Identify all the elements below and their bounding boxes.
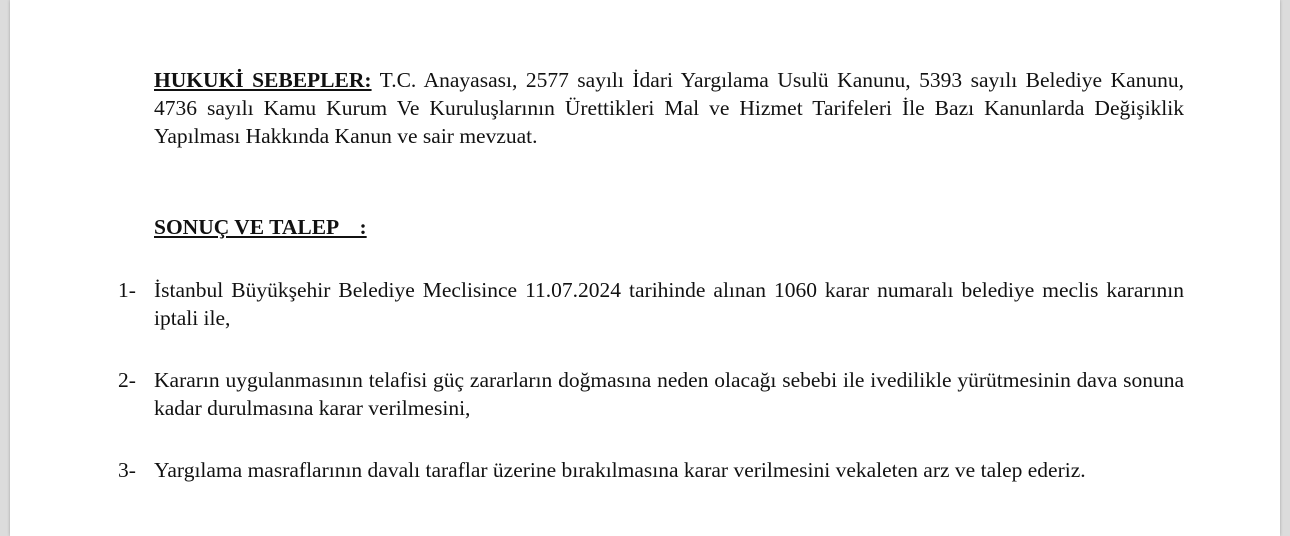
conclusion-section [154, 213, 1184, 241]
legal-grounds-paragraph [154, 66, 1184, 150]
list-item-text: Kararın uygulanmasının telafisi güç zararların doğmasına neden olacağı sebebi ile ivedilikle yürütmesinin dava sonuna kadar durulmasına karar verilmesini, [154, 368, 1184, 420]
list-item-number: 3- [118, 458, 136, 482]
legal-grounds-heading: HUKUKİ SEBEPLER: [154, 68, 372, 92]
legal-grounds-text: T.C. Anayasası, 2577 sayılı İdari Yargılama Usulü Kanunu, 5393 sayılı Belediye Kanunu, 4736 sayılı Kamu Kurum Ve Kuruluşlarının Ürettikleri Mal ve Hizmet Tarifeleri İle Bazı Kanunlarda Değişiklik Yapılması Hakkında Kanun ve sair mevzuat. [154, 68, 1184, 148]
list-item-text: Yargılama masraflarının davalı taraflar üzerine bırakılmasına karar verilmesini vekaleten arz ve talep ederiz. [154, 458, 1086, 482]
conclusion-heading: SONUÇ VE TALEP : [154, 215, 367, 239]
list-item [118, 366, 1184, 422]
document-page [10, 0, 1280, 536]
list-item-number: 2- [118, 368, 136, 392]
list-item [118, 456, 1184, 484]
list-item [118, 276, 1184, 332]
list-item-number: 1- [118, 278, 136, 302]
list-item-text: İstanbul Büyükşehir Belediye Meclisince 11.07.2024 tarihinde alınan 1060 karar numaralı belediye meclis kararının iptali ile, [154, 278, 1184, 330]
